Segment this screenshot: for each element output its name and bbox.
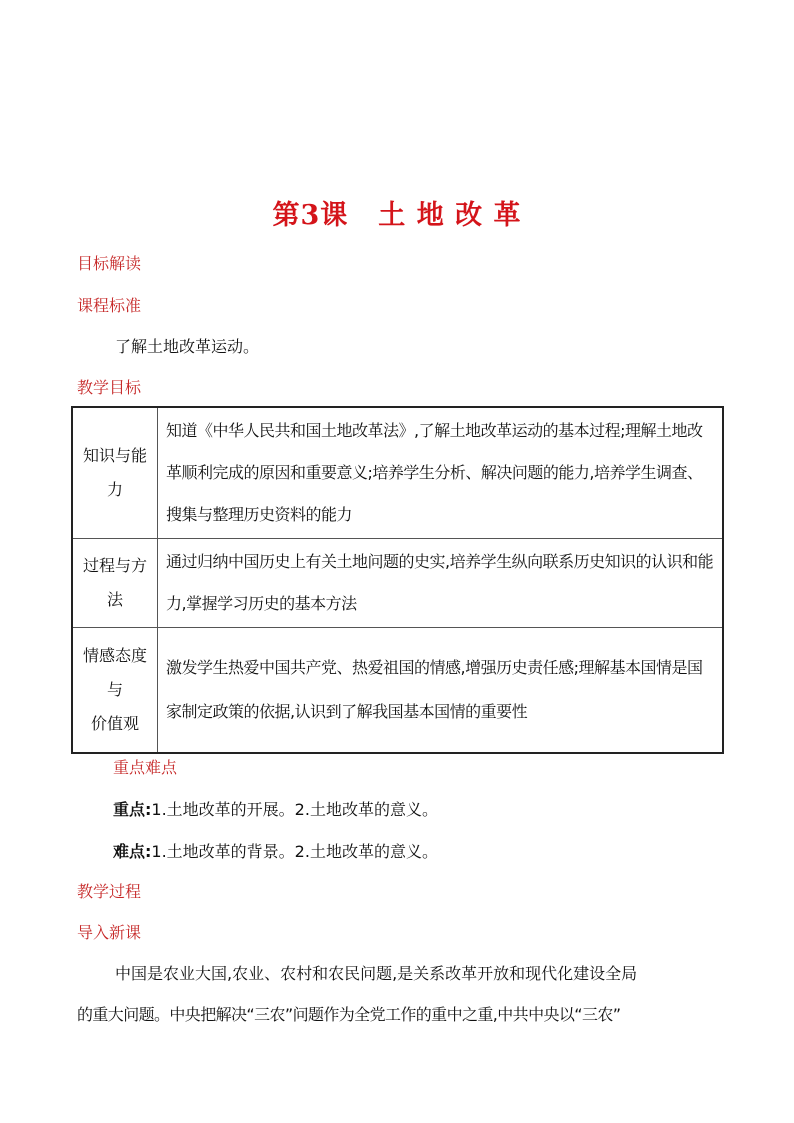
difficult-label: 难点: [113, 842, 152, 861]
lesson-topic: 土 地 改 革 [378, 200, 522, 231]
key-label: 重点: [113, 800, 152, 819]
row-text: 通过归纳中国历史上有关土地问题的史实,培养学生纵向联系历史知识的认识和能力,掌握学习历史的基本方法 [158, 539, 724, 628]
heading-teaching-process: 教学过程 [77, 882, 142, 901]
heading-key-points: 重点难点 [113, 758, 178, 777]
row-label: 知识与能 力 [72, 407, 158, 539]
heading-objective-reading: 目标解读 [77, 254, 142, 273]
key-point-line [113, 800, 438, 820]
table-row [72, 539, 723, 628]
teaching-goals-table [71, 406, 724, 754]
difficult-text: 1.土地改革的背景。2.土地改革的意义。 [151, 842, 438, 861]
row-text: 知道《中华人民共和国土地改革法》,了解土地改革运动的基本过程;理解土地改革顺利完成的原因和重要意义;培养学生分析、解决问题的能力,培养学生调查、搜集与整理历史资料的能力 [158, 407, 724, 539]
standard-text: 了解土地改革运动。 [115, 337, 260, 356]
key-text: 1.土地改革的开展。2.土地改革的意义。 [151, 800, 438, 819]
heading-curriculum-standard: 课程标准 [77, 296, 142, 315]
page-title [0, 193, 794, 232]
row-text: 激发学生热爱中国共产党、热爱祖国的情感,增强历史责任感;理解基本国情是国家制定政策的依据,认识到了解我国基本国情的重要性 [158, 628, 724, 753]
heading-teaching-goals: 教学目标 [77, 378, 142, 397]
lesson-number: 第3课 [272, 200, 349, 231]
row-label: 过程与方 法 [72, 539, 158, 628]
table-row [72, 628, 723, 753]
intro-paragraph-line-1: 中国是农业大国,农业、农村和农民问题,是关系改革开放和现代化建设全局 [115, 964, 638, 983]
table-row [72, 407, 723, 539]
heading-intro-new-lesson: 导入新课 [77, 923, 142, 942]
row-label: 情感态度 与 价值观 [72, 628, 158, 753]
intro-paragraph-line-2: 的重大问题。中央把解决“三农”问题作为全党工作的重中之重,中共中央以“三农” [77, 1005, 621, 1024]
difficult-point-line [113, 842, 438, 862]
